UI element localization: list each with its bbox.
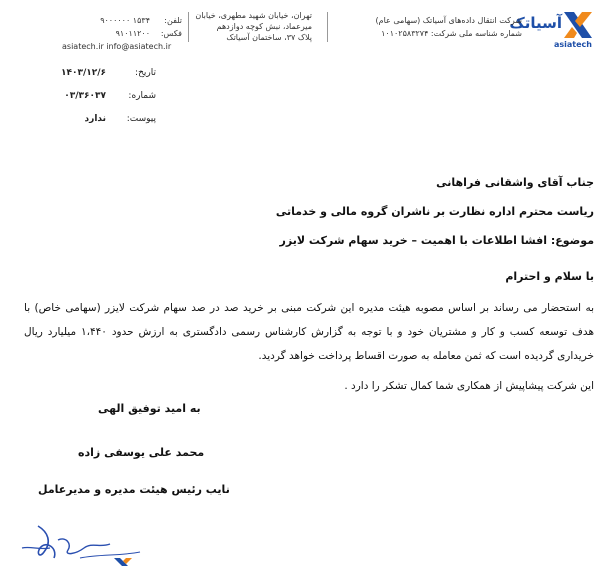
company-logo bbox=[509, 8, 598, 49]
phone-value: ۹۰۰۰۰۰۰ ۱۵۳۴ bbox=[100, 16, 150, 25]
company-name: شرکت انتقال داده‌های آسیاتک (سهامی عام) bbox=[375, 16, 522, 25]
header-divider bbox=[327, 12, 328, 42]
address-line: تهران، خیابان شهید مطهری، خیابان bbox=[195, 11, 312, 20]
number-row bbox=[46, 91, 156, 114]
signer-name: محمد علی یوسفی زاده bbox=[78, 446, 205, 459]
signer-title: نایب رئیس هیئت مدیره و مدیرعامل bbox=[38, 483, 230, 496]
company-address bbox=[172, 10, 312, 43]
logo-wordmark: آسیاتک bbox=[509, 14, 562, 32]
attachment-label: پیوست: bbox=[126, 114, 156, 124]
number-value: ۰۳/۳۶۰۳۷ bbox=[64, 91, 106, 101]
subject: موضوع: افشا اطلاعات با اهمیت – خرید سهام شرکت لایزر bbox=[279, 234, 594, 247]
asiatech-x-icon bbox=[560, 8, 596, 42]
recipient-position: ریاست محترم اداره نظارت بر ناشران گروه مالی و خدماتی bbox=[275, 205, 594, 218]
attachment-value: ندارد bbox=[84, 114, 106, 124]
letter-meta bbox=[46, 68, 156, 137]
company-national-id: شماره شناسه ملی شرکت: ۱۰۱۰۲۵۸۳۲۷۴ bbox=[381, 29, 522, 38]
company-info bbox=[347, 14, 522, 40]
date-label: تاریخ: bbox=[135, 68, 156, 78]
closing-line: این شرکت پیشاپیش از همکاری شما کمال تشکر را دارد . bbox=[344, 380, 594, 392]
address-line: میرعماد، نبش کوچه دوازدهم bbox=[216, 22, 312, 31]
body-paragraph: به استحضار می رساند بر اساس مصوبه هیئت مدیره این شرکت مبنی بر خرید صد در صد سهام شرکت لایزر (سهامی خاص) با هدف توسعه کسب و کار و مشتریان خود و با توجه به گزارش کارشناس رسمی دادگستری به ارزش حدود ۱،۴۴۰ میلیارد ریال خریداری گردیده است که ثمن معامله به صورت اقساط پرداخت خواهد گردید. bbox=[24, 302, 594, 362]
contact-info bbox=[62, 14, 182, 53]
fax-value: ۹۱۰۱۱۲۰۰ bbox=[115, 29, 150, 38]
handwritten-signature-stamp bbox=[10, 518, 170, 567]
web-email: asiatech.ir info@asiatech.ir bbox=[62, 42, 172, 51]
date-value: ۱۴۰۳/۱۲/۶ bbox=[60, 68, 106, 78]
date-row bbox=[46, 68, 156, 91]
closing-wish: به امید توفیق الهی bbox=[98, 402, 201, 415]
phone-label: تلفن: bbox=[164, 16, 182, 25]
logo-subtitle: asiatech bbox=[554, 40, 592, 49]
fax-label: فکس: bbox=[160, 29, 182, 38]
header-divider bbox=[188, 12, 189, 42]
address-line: پلاک ۳۷، ساختمان آسیاتک bbox=[226, 33, 312, 42]
recipient: جناب آقای واشقانی فراهانی bbox=[436, 176, 594, 189]
attachment-row bbox=[46, 114, 156, 137]
number-label: شماره: bbox=[128, 91, 156, 101]
greeting: با سلام و احترام bbox=[505, 270, 594, 283]
